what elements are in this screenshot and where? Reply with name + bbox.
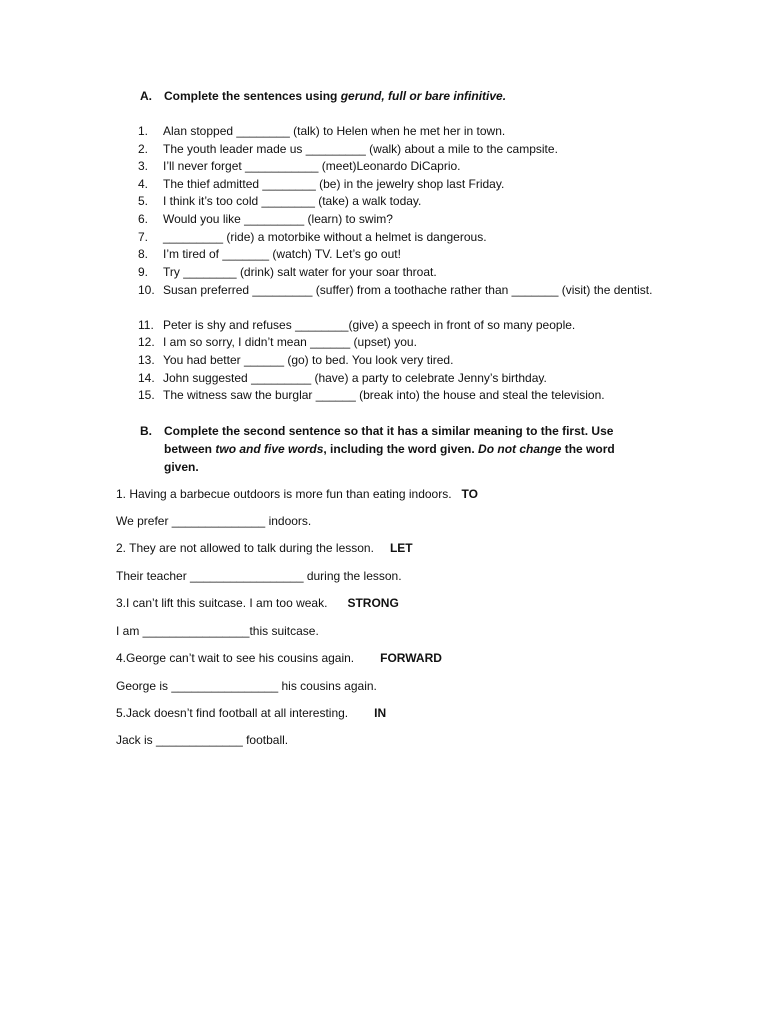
item-text: The witness saw the burglar ______ (break into) the house and steal the television. [163,388,605,402]
section-a-title-prefix: Complete the sentences using [164,89,341,103]
item-text: _________ (ride) a motorbike without a helmet is dangerous. [163,230,487,244]
item-text: I’ll never forget ___________ (meet)Leonardo DiCaprio. [163,159,461,173]
original-sentence: 5.Jack doesn’t find football at all interesting. [116,706,349,720]
transform-item-2-answer [116,568,402,584]
section-a-title [164,87,506,105]
item-text: I think it’s too cold ________ (take) a walk today. [163,194,422,208]
item-number: 6. [138,212,149,226]
item-text: Peter is shy and refuses ________(give) a speech in front of so many people. [163,318,576,332]
transform-item-3-answer [116,623,319,639]
instr-italic-2: Do not change [478,442,562,456]
transform-item-1-sentence [116,486,478,502]
answer-sentence: Jack is _____________ football. [116,733,289,747]
item-number: 11. [138,318,154,332]
original-sentence: 4.George can’t wait to see his cousins again. [116,651,355,665]
section-a-heading [140,87,700,105]
item-number: 9. [138,265,149,279]
section-b-heading [140,422,660,478]
transform-item-3-sentence [116,595,399,611]
key-word: LET [389,541,413,555]
original-sentence: 1. Having a barbecue outdoors is more fun than eating indoors. [116,487,452,501]
section-a-letter: A. [140,89,152,103]
item-text: Try ________ (drink) salt water for your soar throat. [163,265,437,279]
answer-sentence: George is ________________ his cousins again. [116,679,377,693]
item-number: 8. [138,247,149,261]
item-text: The thief admitted ________ (be) in the jewelry shop last Friday. [163,177,505,191]
key-word: IN [374,706,387,720]
section-b-letter: B. [140,424,152,438]
item-text: The youth leader made us _________ (walk) about a mile to the campsite. [163,142,558,156]
transform-item-4-sentence [116,650,442,666]
item-text: Alan stopped ________ (talk) to Helen when he met her in town. [163,124,506,138]
item-text: Would you like _________ (learn) to swim? [163,212,393,226]
instr-part-3: the word given. [164,442,615,474]
item-number: 10. [138,283,155,297]
section-a-title-italic: gerund, full or bare infinitive. [340,89,507,103]
item-number: 13. [138,353,155,367]
key-word: FORWARD [380,651,442,665]
item-number: 12. [138,335,155,349]
item-number: 2. [138,142,149,156]
key-word: STRONG [347,596,399,610]
item-text: I’m tired of _______ (watch) TV. Let’s go out! [163,247,401,261]
transform-item-1-answer [116,513,311,529]
item-number: 14. [138,371,155,385]
item-number: 3. [138,159,149,173]
item-text: I am so sorry, I didn’t mean ______ (upset) you. [163,335,417,349]
item-number: 1. [138,124,149,138]
item-text: John suggested _________ (have) a party to celebrate Jenny’s birthday. [163,371,547,385]
transform-item-4-answer [116,678,377,694]
transform-item-5-sentence [116,705,386,721]
section-b-instructions [164,422,644,476]
answer-sentence: We prefer ______________ indoors. [116,514,312,528]
instr-italic-1: two and five words [215,442,324,456]
item-number: 15. [138,388,155,402]
transform-item-5-answer [116,732,288,748]
item-text: You had better ______ (go) to bed. You look very tired. [163,353,454,367]
original-sentence: 2. They are not allowed to talk during the lesson. [116,541,374,555]
item-number: 5. [138,194,149,208]
answer-sentence: Their teacher _________________ during the lesson. [116,569,402,583]
instr-part-1: Complete the second sentence so that it has a similar meaning to the first. Use between [164,424,614,456]
instr-part-2: , including the word given. [323,442,479,456]
transform-item-2-sentence [116,540,413,556]
answer-sentence: I am ________________this suitcase. [116,624,319,638]
item-number: 7. [138,230,149,244]
item-text: Susan preferred _________ (suffer) from a toothache rather than _______ (visit) the dentist. [163,283,653,297]
key-word: TO [461,487,478,501]
item-number: 4. [138,177,149,191]
original-sentence: 3.I can’t lift this suitcase. I am too weak. [116,596,328,610]
